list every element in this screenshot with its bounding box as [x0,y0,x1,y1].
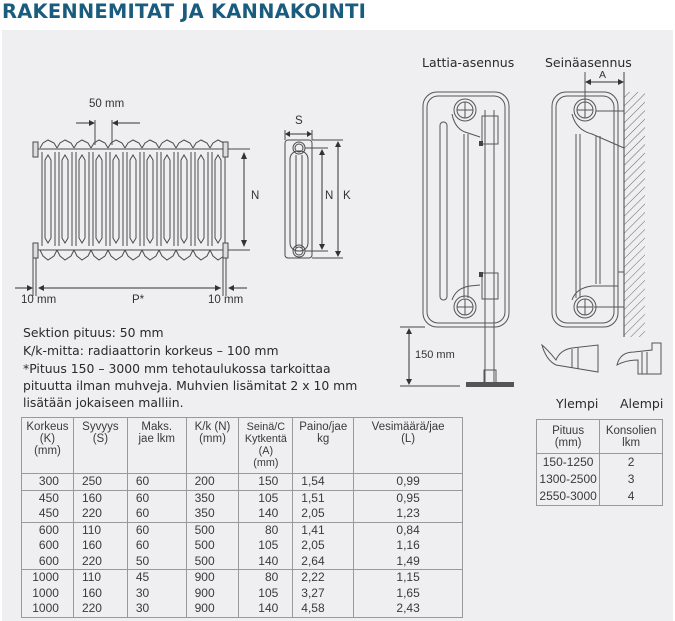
spec-cell: 1,49 [354,554,463,570]
spec-cell: 2,64 [293,554,354,570]
length-note-1: *Pituus 150 – 3000 mm tehotaulukossa tarkoittaa [23,361,331,376]
spec-cell: 900 [186,601,239,617]
spec-cell: 500 [186,554,239,570]
console-cell: 1300-2500 [537,471,600,488]
spec-cell: 600 [22,522,74,538]
spec-table [21,417,463,618]
spec-cell: 1,65 [354,586,463,602]
spec-cell: 60 [127,490,186,506]
console-table-row [537,488,663,506]
spec-cell: 450 [22,506,74,522]
spec-cell: 140 [239,554,293,570]
spec-cell: 220 [73,506,127,522]
spec-cell: 1,16 [354,538,463,554]
spec-cell: 105 [239,490,293,506]
spec-cell: 60 [127,538,186,554]
spec-cell: 1000 [22,586,74,602]
col-header-maks-jae: Maks. jae lkm [127,418,186,474]
spec-cell: 105 [239,586,293,602]
length-note-3: lisätään jokaiseen malliin. [23,395,184,410]
spec-table-row [22,522,463,538]
console-table-row [537,454,663,472]
spec-cell: 80 [239,522,293,538]
console-cell: 3 [600,471,663,488]
spec-cell: 60 [127,522,186,538]
spec-table-row [22,554,463,570]
right-offset-label: 10 mm [208,294,244,306]
console-cell: 4 [600,488,663,506]
spec-cell: 2,22 [293,570,354,586]
spec-cell: 2,43 [354,601,463,617]
spec-cell: 105 [239,538,293,554]
spec-cell: 160 [73,490,127,506]
spec-table-row [22,474,463,491]
spec-cell: 1000 [22,570,74,586]
spec-table-row [22,601,463,617]
spec-cell: 500 [186,522,239,538]
spec-cell: 60 [127,506,186,522]
spec-cell: 300 [22,474,74,491]
spec-cell: 220 [73,601,127,617]
spec-cell: 2,05 [293,538,354,554]
col-header-vesimaara: Vesimäärä/jae (L) [354,418,463,474]
spec-cell: 4,58 [293,601,354,617]
spec-cell: 1,23 [354,506,463,522]
left-offset-label: 10 mm [21,294,57,306]
spec-cell: 140 [239,506,293,522]
console-cell: 2550-3000 [537,488,600,506]
spec-cell: 250 [73,474,127,491]
side-n-label: N [325,190,334,202]
spec-cell: 1,15 [354,570,463,586]
console-table [536,419,663,506]
spec-cell: 1000 [22,601,74,617]
spec-cell: 600 [22,554,74,570]
floor-height-label: 150 mm [415,349,455,361]
wall-install-title: Seinäasennus [545,55,632,70]
spec-cell: 0,95 [354,490,463,506]
spec-cell: 220 [73,554,127,570]
spec-cell: 2,05 [293,506,354,522]
section-length-note: Sektion pituus: 50 mm [23,325,164,340]
console-cell: 2 [600,454,663,472]
console-table-row [537,471,663,488]
spec-header-row [22,418,463,474]
kk-note: K/k-mitta: radiaattorin korkeus – 100 mm [23,343,279,358]
side-k-label: K [343,190,351,202]
spec-cell: 60 [127,474,186,491]
lower-bracket-label: Alempi [620,396,664,411]
col-header-syvyys: Syvyys (S) [73,418,127,474]
spec-cell: 1,41 [293,522,354,538]
col-header-paino: Paino/jae kg [293,418,354,474]
spec-cell: 50 [127,554,186,570]
spec-cell: 500 [186,538,239,554]
spec-table-row [22,586,463,602]
floor-install-title: Lattia-asennus [422,55,515,70]
wall-distance-a-label: A [599,69,607,81]
spec-cell: 600 [22,538,74,554]
front-n-label: N [251,190,260,202]
spec-cell: 30 [127,601,186,617]
col-header-kk: K/k (N) (mm) [186,418,239,474]
spec-cell: 3,27 [293,586,354,602]
spec-cell: 140 [239,601,293,617]
spec-cell: 110 [73,570,127,586]
upper-bracket-label: Ylempi [556,396,599,411]
spec-cell: 160 [73,538,127,554]
spec-table-row [22,570,463,586]
spec-cell: 110 [73,522,127,538]
spec-cell: 1,51 [293,490,354,506]
col-header-korkeus: Korkeus (K) (mm) [22,418,74,474]
spec-cell: 200 [186,474,239,491]
spec-cell: 150 [239,474,293,491]
spec-cell: 900 [186,586,239,602]
col-header-pituus: Pituus (mm) [537,420,600,454]
spec-cell: 30 [127,586,186,602]
console-header-row [537,420,663,454]
col-header-seina: Seinä/C Kytkentä (A) (mm) [239,418,293,474]
spec-table-row [22,506,463,522]
spec-cell: 1,54 [293,474,354,491]
length-label: P* [132,294,145,306]
spec-cell: 900 [186,570,239,586]
section-width-label: 50 mm [89,98,125,110]
col-header-konsolien: Konsolien lkm [600,420,663,454]
spec-cell: 80 [239,570,293,586]
spec-cell: 160 [73,586,127,602]
page-title: RAKENNEMITAT JA KANNAKOINTI [2,0,367,23]
spec-cell: 450 [22,490,74,506]
spec-cell: 350 [186,490,239,506]
notes [23,324,357,411]
spec-table-row [22,490,463,506]
spec-cell: 0,84 [354,522,463,538]
spec-table-row [22,538,463,554]
console-cell: 150-1250 [537,454,600,472]
spec-cell: 45 [127,570,186,586]
spec-cell: 0,99 [354,474,463,491]
length-note-2: pituutta ilman muhveja. Muhvien lisämitat 2 x 10 mm [23,378,358,393]
spec-cell: 350 [186,506,239,522]
depth-s-label: S [295,115,303,127]
